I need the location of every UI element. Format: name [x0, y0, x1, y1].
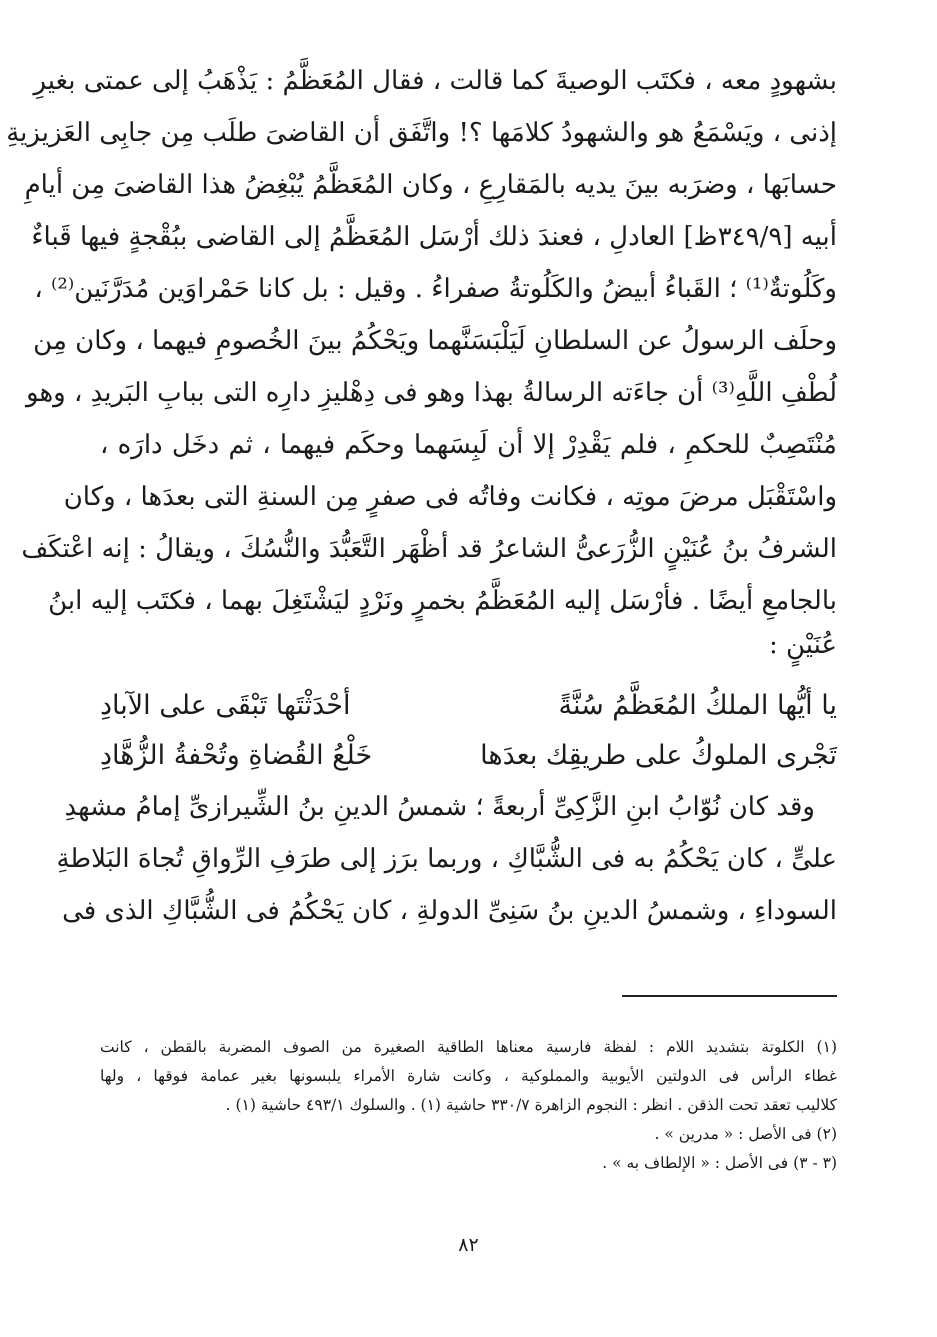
body-line: وكَلُوتةٌ⁽¹⁾ ؛ القَباءُ أبيضُ والكَلُوتةُ صفراءُ . وقيل : بل كانا حَمْراوَين مُدَرَّنَين⁽²⁾ ، [34, 274, 837, 304]
page-content [6, 55, 837, 1337]
body-line: بالجامعِ أيضًا . فأرْسَل إليه المُعَظَّمُ بخمرٍ ونَرْدٍ ليَشْتَغِلَ بهما ، فكتَب إليه ابنُ [48, 586, 837, 616]
verse-second-hemistich: أحْدَثْتَها تَبْقَى على الآبادِ [100, 690, 351, 721]
verse-line [100, 681, 837, 731]
main-text-continued [56, 781, 837, 937]
poem [100, 681, 837, 781]
verse-first-hemistich: يا أيُّها الملكُ المُعَظَّمُ سُنَّةً [558, 690, 837, 721]
body-line: إذنى ، ويَسْمَعُ هو والشهودُ كلامَها ؟! واتَّفَق أن القاضىَ طلَب مِن جابِى العَزيزيةِ [6, 118, 837, 148]
footnote-line: (٢) فى الأصل : « مدرين » . [654, 1125, 837, 1143]
body-line: عُنَيْنٍ : [768, 630, 837, 660]
body-line: مُنْتَصِبٌ للحكمِ ، فلم يَقْدِرْ إلا أن لَبِسَهما وحكَم فيهما ، ثم دخَل دارَه ، [100, 430, 837, 460]
footnote-line: غطاء الرأس فى الدولتين الأيوبية والمملوكية ، وكانت شارة الأمراء يلبسونها بغير عمامة فوقها ، ولها [100, 1067, 837, 1085]
spacer [100, 667, 837, 681]
footnotes [100, 1033, 837, 1178]
body-line: لُطْفِ اللَّهِ⁽³⁾ أن جاءَته الرسالةُ بهذا وهو فى دِهْليزِ دارِه التى ببابِ البَريدِ ، وهو [26, 378, 837, 408]
main-text [6, 55, 837, 667]
verse-line [100, 731, 837, 781]
verse-first-hemistich: تَجْرى الملوكُ على طريقِك بعدَها [480, 740, 837, 771]
footnote-line: (١) الكلوتة بتشديد اللام : لفظة فارسية معناها الطاقية الصغيرة من الصوف المضربة بالقطن ، كانت [100, 1038, 837, 1056]
footnote-line: كلاليب تعقد تحت الذقن . انظر : النجوم الزاهرة ٣٣٠/٧ حاشية (١) . والسلوك ٤٩٣/١ حاشية (١) . [225, 1096, 837, 1114]
body-line: السوداءِ ، وشمسُ الدينِ بنُ سَنِىِّ الدولةِ ، كان يَحْكُمُ فى الشُّبَّاكِ الذى فى [62, 896, 837, 926]
footnote-separator [622, 995, 837, 997]
body-line: أبيه [٣٤٩/٩ظ] العادلِ ، فعندَ ذلك أرْسَل المُعَظَّمُ إلى القاضى ببُقْجةٍ فيها قَباءٌ [31, 222, 837, 252]
body-line: علىٍّ ، كان يَحْكُمُ به فى الشُّبَّاكِ ، وربما برَز إلى طرَفِ الرِّواقِ تُجاهَ البَلاطةِ [56, 844, 837, 874]
body-line: وحلَف الرسولُ عن السلطانِ لَيَلْبَسَنَّهما ويَحْكُمُ بينَ الخُصومِ فيهما ، وكان مِن [33, 326, 837, 356]
body-line: وقد كان نُوّابُ ابنِ الزَّكِىِّ أربعةً ؛ شمسُ الدينِ بنُ الشِّيرازىِّ إمامُ مشهدِ [64, 792, 815, 822]
footnote-line: (٣ - ٣) فى الأصل : « الإلطاف به » . [602, 1154, 837, 1172]
page-number: ٨٢ [458, 1234, 479, 1256]
body-line: حسابَها ، وضرَبه بينَ يديه بالمَقارِعِ ، وكان المُعَظَّمُ يُبْغِضُ هذا القاضىَ مِن أيامِ [24, 170, 837, 200]
body-line: واسْتَقْبَل مرضَ موتِه ، فكانت وفاتُه فى صفرٍ مِن السنةِ التى بعدَها ، وكان [63, 482, 837, 512]
body-line: الشرفُ بنُ عُنَيْنٍ الزُّرَعىُّ الشاعرُ قد أظْهَر التَّعَبُّدَ والنُّسُكَ ، ويقالُ : إنه اعْتكَف [21, 534, 837, 564]
body-line: بشهودٍ معه ، فكتَب الوصيةَ كما قالت ، فقال المُعَظَّمُ : يَذْهَبُ إلى عمتى بغيرِ [33, 66, 837, 96]
verse-second-hemistich: خَلْعُ القُضاةِ وتُحْفةُ الزُّهَّادِ [100, 740, 373, 771]
